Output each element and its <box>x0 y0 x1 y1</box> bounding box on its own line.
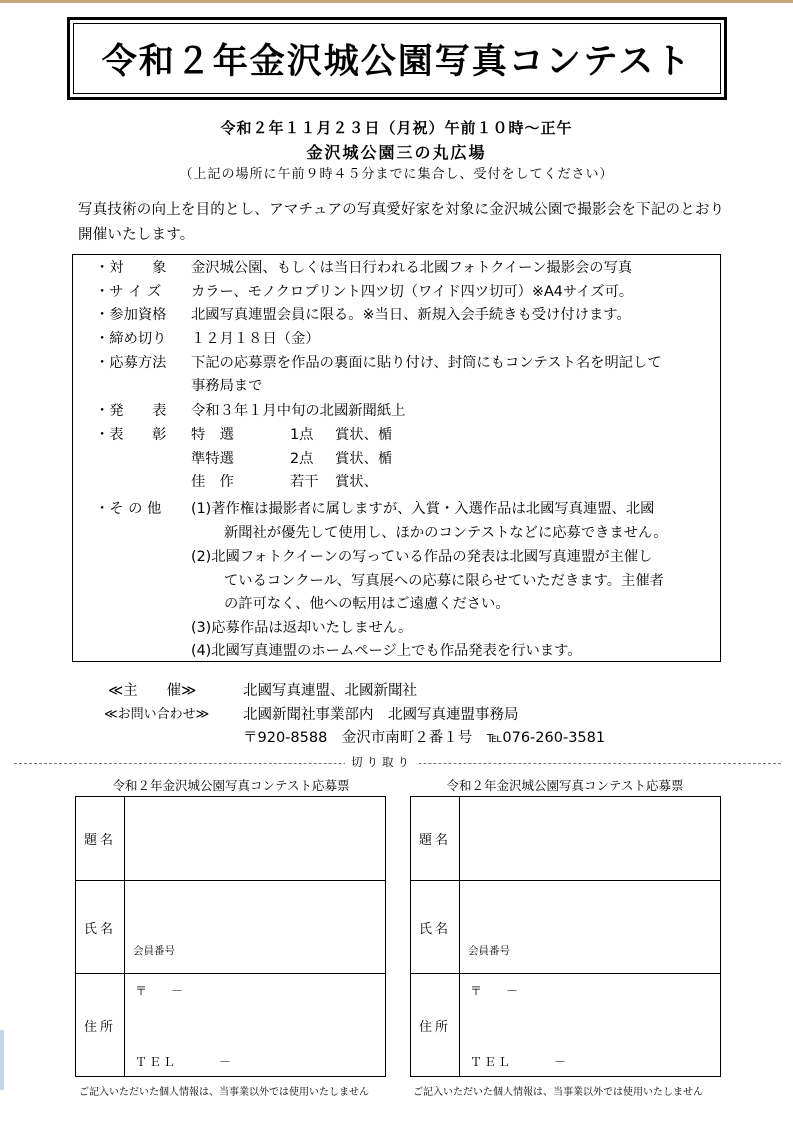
award-name: 準特選 <box>191 451 234 467</box>
detail-label: ・締め切り <box>95 331 167 347</box>
award-prize: 賞状、 <box>335 474 378 490</box>
event-date: 令和２年１１月２３日（月祝）午前１０時～正午 <box>220 119 573 137</box>
privacy-note-right: ご記入いただいた個人情報は、当事業以外では使用いたしません <box>413 1087 703 1098</box>
tel-label: ＴＥＬ － <box>470 1055 569 1069</box>
form-title-right: 令和２年金沢城公園写真コンテスト応募票 <box>446 778 684 793</box>
detail-value: (4)北國写真連盟のホームページ上でも作品発表を行います。 <box>191 643 582 659</box>
form-address-label: 住所 <box>411 974 460 1077</box>
member-no-label: 会員番号 <box>133 945 175 957</box>
organizer-label: ≪主 催≫ <box>108 683 197 699</box>
detail-label: ・そ の 他 <box>95 501 162 517</box>
form-name-label: 氏名 <box>76 881 125 974</box>
detail-value: (2)北國フォトクイーンの写っている作品の発表は北國写真連盟が主催し <box>191 549 653 565</box>
cut-label: 切り取り <box>345 754 419 770</box>
member-no-label: 会員番号 <box>468 945 510 957</box>
award-count: 2点 <box>290 451 314 467</box>
detail-label: ・参加資格 <box>95 307 167 323</box>
detail-value: の許可なく、他への転用はご遠慮ください。 <box>224 596 510 612</box>
detail-value: カラー、モノクロプリント四ツ切（ワイド四ツ切可）※A4サイズ可。 <box>191 284 634 300</box>
organizer-value: 北國写真連盟、北國新聞社 <box>243 683 417 699</box>
detail-label: ・表 彰 <box>95 427 167 443</box>
postal-mark: 〒 － <box>470 984 519 998</box>
award-count: 若干 <box>290 474 319 490</box>
entry-form-right <box>410 796 721 1077</box>
form-title-left: 令和２年金沢城公園写真コンテスト応募票 <box>112 778 350 793</box>
detail-value: (3)応募作品は返却いたしません。 <box>191 620 413 636</box>
detail-value: 下記の応募票を作品の裏面に貼り付け、封筒にもコンテスト名を明記して <box>191 355 662 371</box>
detail-label: ・応募方法 <box>95 355 167 371</box>
award-name: 佳 作 <box>191 474 234 490</box>
tel-label: ＴＥＬ － <box>135 1055 234 1069</box>
detail-label: ・サ イ ズ <box>95 284 162 300</box>
entry-form-left <box>75 796 386 1077</box>
award-prize: 賞状、楯 <box>335 451 393 467</box>
detail-value: 令和３年１月中旬の北國新聞紙上 <box>191 403 406 419</box>
contact-value: 北國新聞社事業部内 北國写真連盟事務局 <box>243 707 519 723</box>
postal-mark: 〒 － <box>135 984 184 998</box>
left-edge-marker <box>0 1030 4 1090</box>
detail-label: ・対 象 <box>95 260 167 276</box>
intro-paragraph: 写真技術の向上を目的とし、アマチュアの写真愛好家を対象に金沢城公園で撮影会を下記のとおり開催いたします。 <box>78 202 725 243</box>
detail-value: 北國写真連盟会員に限る。※当日、新規入会手続きも受け付けます。 <box>191 307 631 323</box>
form-title-label: 題名 <box>76 797 125 881</box>
detail-value: 新聞社が優先して使用し、ほかのコンテストなどに応募できません。 <box>224 525 668 541</box>
detail-value: (1)著作権は撮影者に属しますが、入賞・入選作品は北國写真連盟、北國 <box>191 501 655 517</box>
form-name-field[interactable] <box>125 881 386 974</box>
form-title-field[interactable] <box>460 797 721 881</box>
form-address-field[interactable] <box>460 974 721 1077</box>
form-name-field[interactable] <box>460 881 721 974</box>
contact-address: 〒920-8588 金沢市南町２番１号 ℡076-260-3581 <box>243 730 606 746</box>
award-count: 1点 <box>290 427 314 443</box>
gather-note: （上記の場所に午前９時４５分までに集合し、受付をしてください） <box>179 167 614 182</box>
detail-value: 金沢城公園、もしくは当日行われる北國フォトクイーン撮影会の写真 <box>191 260 633 276</box>
top-border <box>0 0 793 3</box>
award-prize: 賞状、楯 <box>335 427 393 443</box>
page-title: 令和２年金沢城公園写真コンテスト <box>101 41 693 82</box>
event-venue: 金沢城公園三の丸広場 <box>306 143 487 162</box>
detail-value: １２月１８日（金） <box>191 331 320 347</box>
detail-label: ・発 表 <box>95 403 167 419</box>
form-title-field[interactable] <box>125 797 386 881</box>
form-title-label: 題名 <box>411 797 460 881</box>
form-address-label: 住所 <box>76 974 125 1077</box>
detail-value: 事務局まで <box>191 378 263 394</box>
award-name: 特 選 <box>191 427 234 443</box>
detail-value: ているコンクール、写真展への応募に限らせていただきます。主催者 <box>224 573 664 589</box>
form-address-field[interactable] <box>125 974 386 1077</box>
form-name-label: 氏名 <box>411 881 460 974</box>
privacy-note-left: ご記入いただいた個人情報は、当事業以外では使用いたしません <box>79 1087 369 1098</box>
contact-label: ≪お問い合わせ≫ <box>104 707 210 722</box>
